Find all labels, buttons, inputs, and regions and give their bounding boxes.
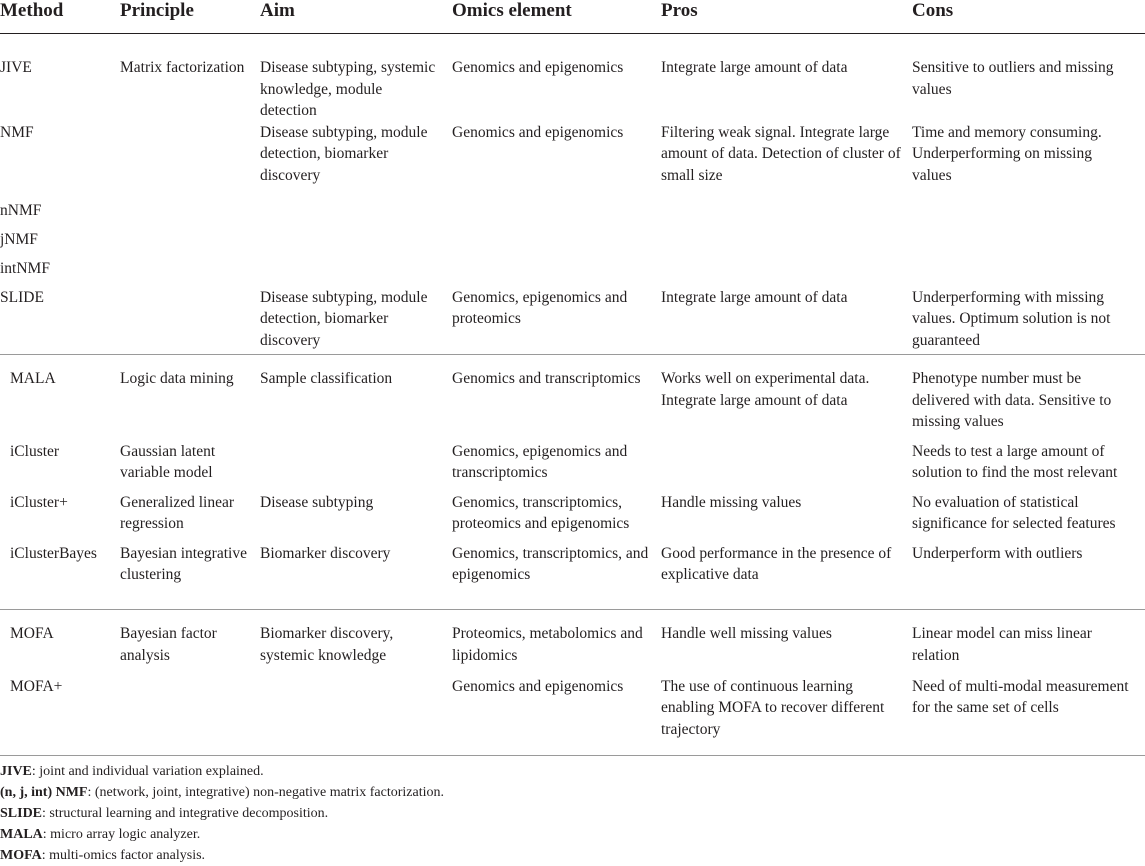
cell-pros: Works well on experimental data. Integrate large amount of data: [661, 370, 870, 409]
header-principle: Principle: [120, 0, 194, 21]
cell-principle: Matrix factorization: [120, 59, 245, 76]
footnote-abbr: JIVE: [0, 764, 32, 779]
cell-pros: Handle missing values: [661, 493, 802, 511]
cell-principle: Bayesian integrative clustering: [120, 544, 247, 583]
footnote-text: : joint and individual variation explained.: [31, 764, 264, 779]
footnote: [0, 845, 1145, 866]
table-row: [0, 223, 1145, 252]
table-row: [0, 676, 1145, 756]
cell-method: JIVE: [0, 59, 32, 76]
header-aim: Aim: [260, 0, 295, 21]
cell-cons: Phenotype number must be delivered with data. Sensitive to missing values: [912, 370, 1112, 430]
cell-omics: Genomics, epigenomics and proteomics: [452, 288, 628, 327]
header-row: [0, 0, 1145, 34]
header-method: Method: [0, 0, 64, 21]
table-row: [0, 122, 1145, 194]
footnote-text: : micro array logic analyzer.: [42, 827, 201, 842]
table-row: [0, 194, 1145, 223]
cell-cons: No evaluation of statistical significance for selected features: [912, 493, 1116, 532]
cell-method: iClusterBayes: [10, 544, 97, 562]
cell-omics: Genomics, transcriptomics, and epigenomics: [452, 544, 649, 583]
cell-method: SLIDE: [0, 288, 44, 306]
cell-omics: Proteomics, metabolomics and lipidomics: [452, 625, 643, 664]
cell-omics: Genomics, transcriptomics, proteomics and epigenomics: [452, 493, 630, 532]
cell-omics: Genomics, epigenomics and transcriptomics: [452, 442, 628, 481]
cell-omics: Genomics and transcriptomics: [452, 370, 641, 387]
table-footnotes: [0, 761, 1145, 866]
cell-omics: Genomics and epigenomics: [452, 59, 624, 76]
cell-principle: Bayesian factor analysis: [120, 625, 217, 664]
footnote-abbr: SLIDE: [0, 806, 43, 821]
cell-aim: Biomarker discovery, systemic knowledge: [260, 625, 394, 664]
cell-aim: Disease subtyping, module detection, biomarker discovery: [260, 123, 428, 184]
footnote-abbr: MALA: [0, 827, 43, 842]
footnote-text: : multi-omics factor analysis.: [41, 848, 206, 863]
cell-cons: Linear model can miss linear relation: [912, 625, 1092, 664]
footnote: [0, 803, 1145, 824]
cell-cons: Needs to test a large amount of solution to find the most relevant: [912, 442, 1118, 481]
cell-omics: Genomics and epigenomics: [452, 123, 624, 141]
table-row: [0, 610, 1145, 676]
footnote: [0, 782, 1145, 803]
table-row: [0, 355, 1145, 441]
cell-pros: The use of continuous learning enabling MOFA to recover different trajectory: [661, 677, 885, 738]
table-row: [0, 252, 1145, 281]
footnote: [0, 824, 1145, 845]
cell-method: iCluster: [10, 442, 60, 460]
cell-cons: Underperform with outliers: [912, 544, 1083, 562]
header-omics-element: Omics element: [452, 0, 572, 21]
cell-method: MOFA+: [10, 677, 63, 695]
cell-cons: Underperforming with missing values. Optimum solution is not guaranteed: [912, 288, 1111, 349]
cell-method: MOFA: [10, 625, 54, 642]
cell-cons: Time and memory consuming. Underperforming on missing values: [912, 123, 1102, 184]
cell-aim: Disease subtyping, systemic knowledge, module detection: [260, 59, 436, 119]
cell-method: jNMF: [0, 230, 38, 248]
cell-aim: Biomarker discovery: [260, 544, 391, 562]
cell-pros: Handle well missing values: [661, 625, 832, 642]
table-row: [0, 543, 1145, 610]
cell-principle: Gaussian latent variable model: [120, 442, 216, 481]
cell-pros: Filtering weak signal. Integrate large amount of data. Detection of cluster of small size: [661, 123, 901, 184]
cell-method: intNMF: [0, 259, 50, 277]
header-cons: Cons: [912, 0, 954, 21]
cell-pros: Integrate large amount of data: [661, 59, 848, 76]
footnote-abbr: (n, j, int) NMF: [0, 785, 88, 800]
cell-pros: Good performance in the presence of explicative data: [661, 544, 892, 583]
table-row: [0, 441, 1145, 492]
footnote-text: : (network, joint, integrative) non-negative matrix factorization.: [87, 785, 444, 800]
cell-principle: Generalized linear regression: [120, 493, 235, 532]
table-row: [0, 492, 1145, 543]
cell-cons: Sensitive to outliers and missing values: [912, 59, 1114, 98]
cell-method: MALA: [10, 370, 56, 387]
footnote-abbr: MOFA: [0, 848, 42, 863]
cell-method: iCluster+: [10, 493, 68, 511]
table-row: [0, 34, 1145, 122]
cell-aim: Disease subtyping: [260, 493, 374, 511]
table-row: [0, 281, 1145, 355]
cell-principle: Logic data mining: [120, 370, 234, 387]
cell-method: nNMF: [0, 201, 42, 219]
cell-aim: Sample classification: [260, 370, 393, 387]
cell-cons: Need of multi-modal measurement for the same set of cells: [912, 677, 1129, 716]
cell-aim: Disease subtyping, module detection, biomarker discovery: [260, 288, 428, 349]
cell-omics: Genomics and epigenomics: [452, 677, 624, 695]
footnote: [0, 761, 1145, 782]
cell-pros: Integrate large amount of data: [661, 288, 848, 306]
header-pros: Pros: [661, 0, 698, 21]
cell-method: NMF: [0, 123, 34, 141]
footnote-text: : structural learning and integrative decomposition.: [42, 806, 329, 821]
